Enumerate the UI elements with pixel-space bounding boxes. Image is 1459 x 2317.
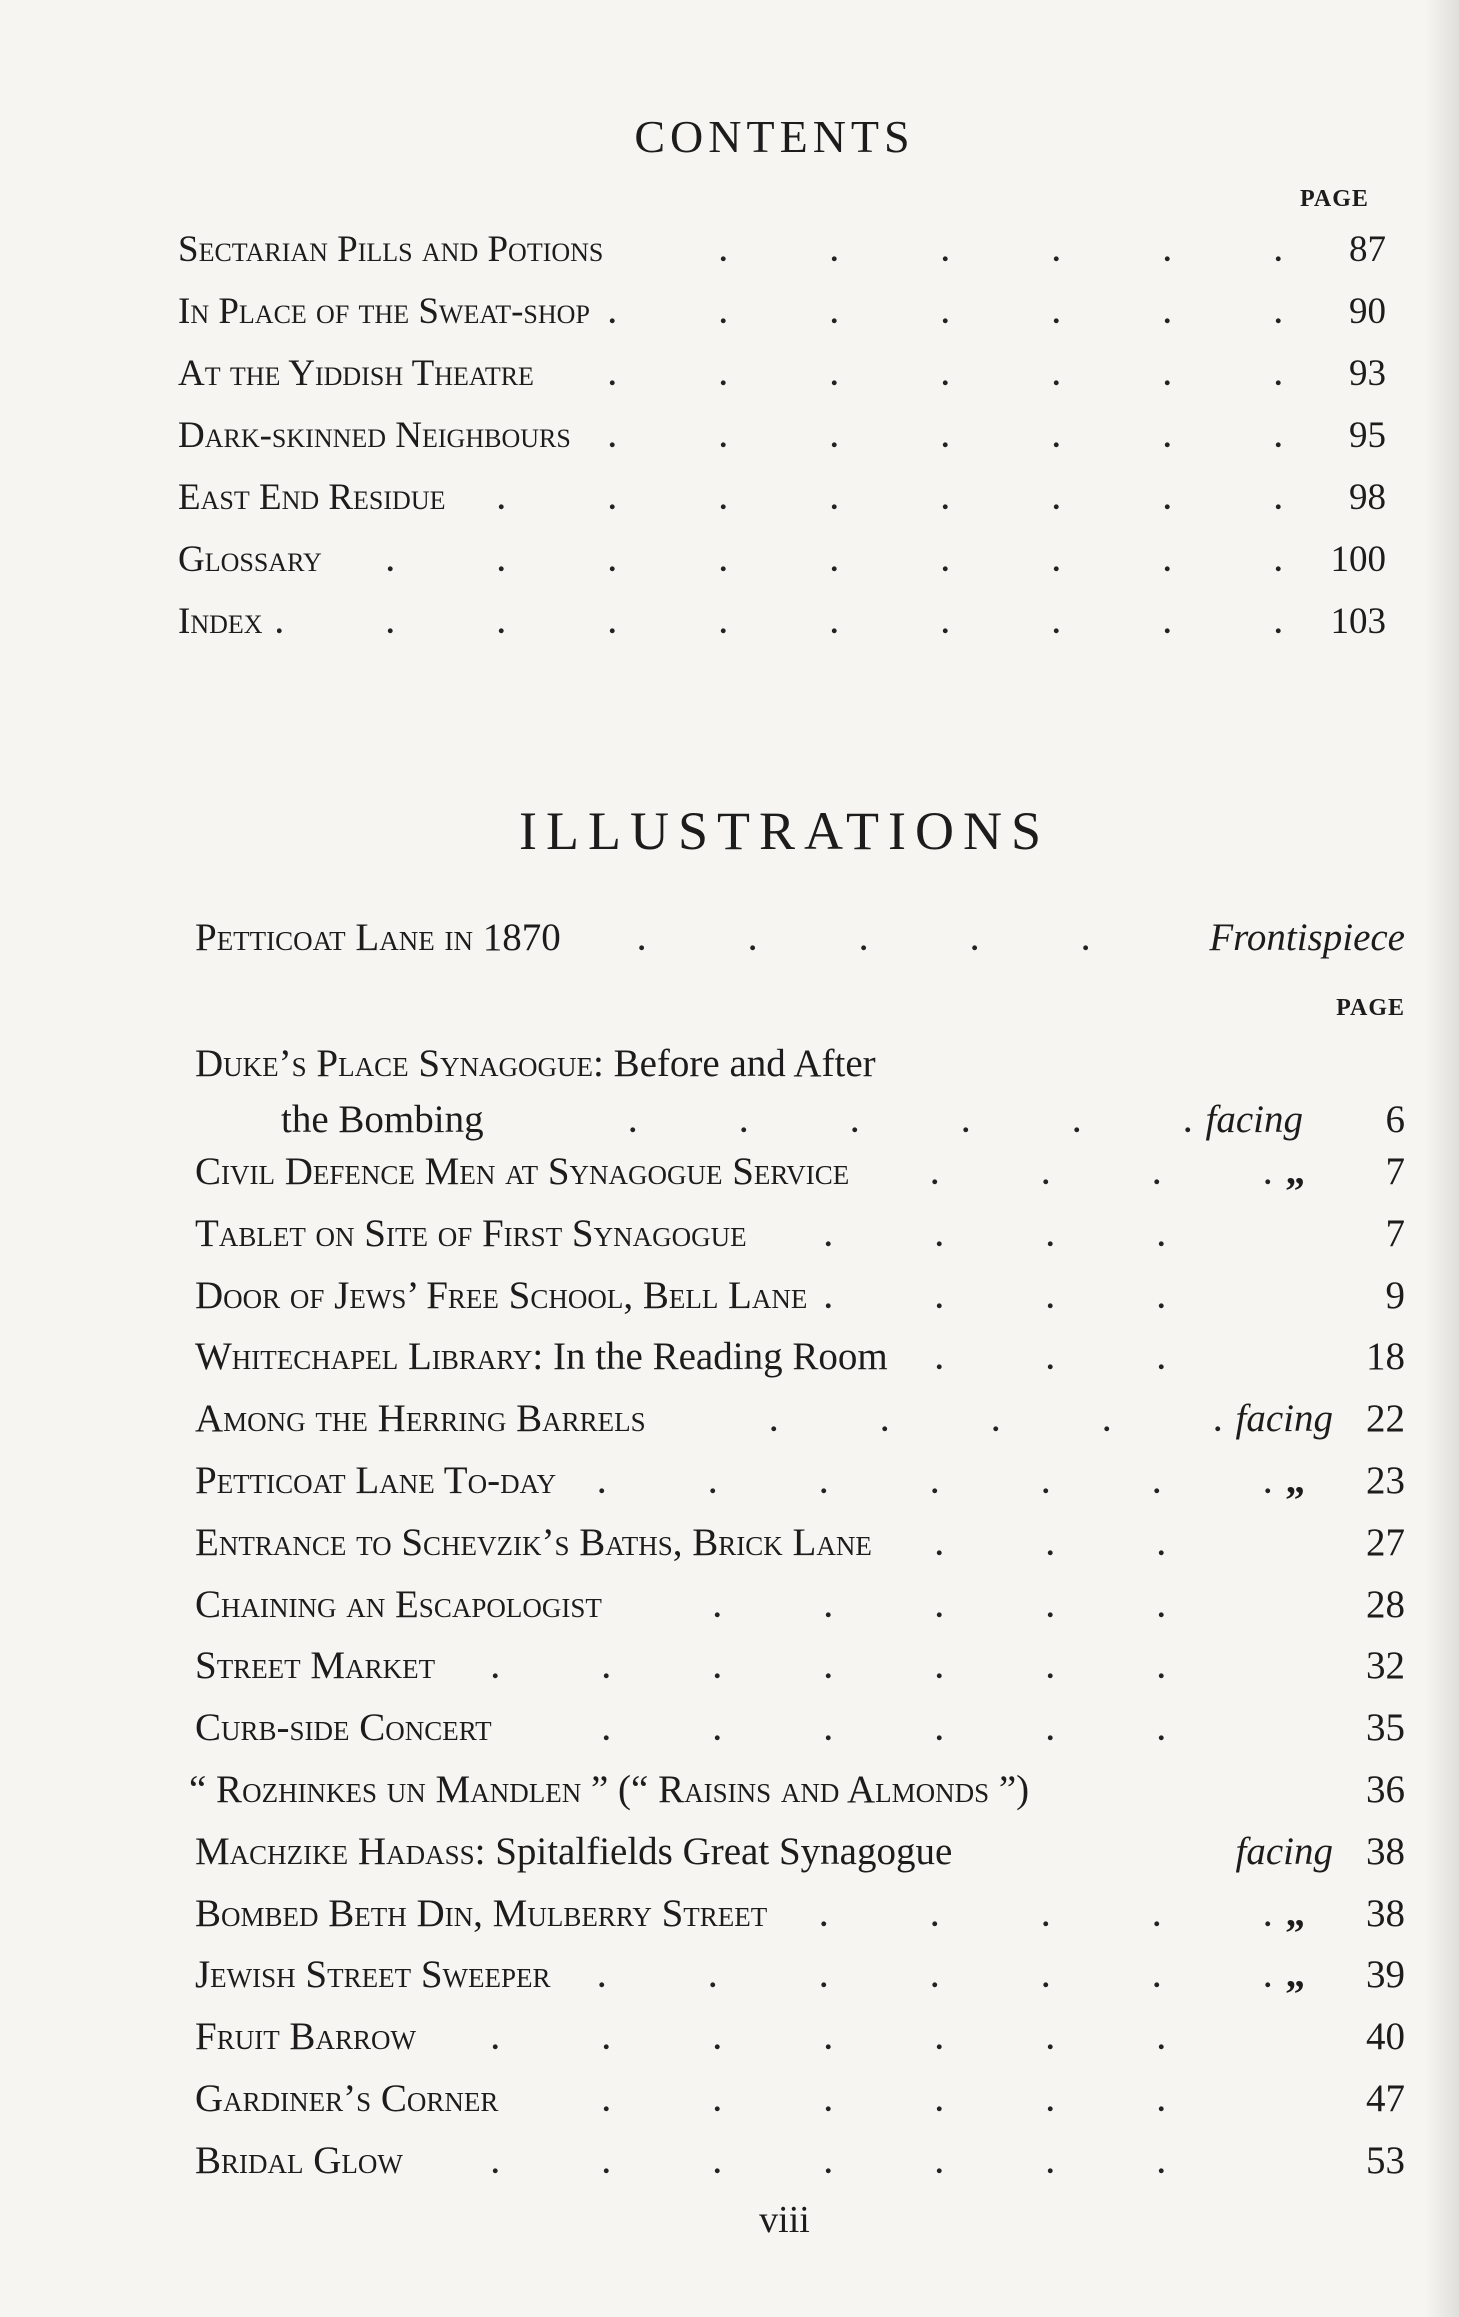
dot-leader bbox=[277, 607, 1282, 641]
entry-note: „ bbox=[1285, 1953, 1305, 1997]
entry-page: 87 bbox=[1349, 229, 1386, 270]
entry-page: 38 bbox=[1366, 1829, 1405, 1873]
entry-page: 95 bbox=[1349, 415, 1386, 456]
entry-title: Fruit Barrow bbox=[195, 2015, 416, 2059]
entry-title: Dark-skinned Neighbours bbox=[178, 415, 571, 456]
entry-title: Street Market bbox=[195, 1644, 436, 1688]
entry-title: Curb-side Concert bbox=[195, 1706, 492, 1750]
contents-page-label: PAGE bbox=[1300, 186, 1369, 212]
entry-page: 90 bbox=[1349, 291, 1386, 332]
entry-title: Bridal Glow bbox=[195, 2138, 403, 2182]
illustration-entry bbox=[195, 1211, 1405, 1273]
entry-title: Glossary bbox=[178, 539, 322, 580]
entry-page: 6 bbox=[1385, 1098, 1405, 1141]
entry-title: Door of Jews’ Free School, Bell Lane bbox=[195, 1273, 808, 1317]
dot-leader bbox=[585, 421, 1282, 455]
entry-page: 22 bbox=[1366, 1397, 1405, 1441]
illustrations-list bbox=[189, 915, 1405, 2200]
illustration-entry bbox=[195, 1582, 1405, 1644]
entry-title: “ Rozhinkes un Mandlen ” (“ Raisins and Almonds ”) bbox=[189, 1767, 1030, 1811]
dot-leader bbox=[575, 924, 1090, 958]
dot-leader bbox=[781, 1900, 1271, 1934]
contents-entry bbox=[178, 414, 1386, 476]
dot-leader bbox=[886, 1529, 1165, 1563]
illustration-entry bbox=[195, 1829, 1405, 1891]
entry-note: facing bbox=[1235, 1829, 1333, 1873]
entry-page: 38 bbox=[1366, 1891, 1405, 1935]
entry-title: Tablet on Site of First Synagogue bbox=[195, 1211, 747, 1255]
dot-leader bbox=[417, 2147, 1165, 2181]
illustration-entry bbox=[195, 1952, 1405, 2014]
frontispiece-entry bbox=[195, 915, 1405, 995]
entry-title: Chaining an Escapologist bbox=[195, 1582, 602, 1626]
illustration-entry bbox=[195, 1149, 1405, 1211]
entry-page: 18 bbox=[1366, 1335, 1405, 1379]
dot-leader bbox=[604, 297, 1282, 331]
entry-subtitle: : Before and After bbox=[593, 1042, 876, 1085]
entry-page: 98 bbox=[1349, 477, 1386, 518]
contents-entry bbox=[178, 228, 1386, 290]
illustration-entry bbox=[195, 1643, 1405, 1705]
entry-page: 32 bbox=[1366, 1644, 1405, 1688]
dot-leader bbox=[565, 1961, 1272, 1995]
dot-leader bbox=[863, 1158, 1271, 1192]
dot-leader bbox=[617, 235, 1282, 269]
entry-page: 47 bbox=[1366, 2076, 1405, 2120]
entry-page: 93 bbox=[1349, 353, 1386, 394]
entry-title: Sectarian Pills and Potions bbox=[178, 229, 604, 270]
illustration-entry bbox=[195, 1705, 1405, 1767]
entry-page: 103 bbox=[1330, 601, 1386, 642]
dot-leader bbox=[506, 1714, 1165, 1748]
dot-leader bbox=[548, 359, 1282, 393]
entry-page: 23 bbox=[1366, 1458, 1405, 1502]
entry-page: 28 bbox=[1366, 1582, 1405, 1626]
dot-leader bbox=[902, 1343, 1165, 1377]
illustration-entry bbox=[195, 1520, 1405, 1582]
contents-list bbox=[178, 228, 1386, 662]
entry-title: Among the Herring Barrels bbox=[195, 1397, 646, 1441]
illustration-entry bbox=[195, 1396, 1405, 1458]
illustration-entry bbox=[195, 1891, 1405, 1953]
contents-entry bbox=[178, 290, 1386, 352]
dot-leader bbox=[512, 2085, 1165, 2119]
entry-title: Gardiner’s Corner bbox=[195, 2076, 499, 2120]
entry-title: Index bbox=[178, 601, 263, 642]
entry-title: Machzike Hadass bbox=[195, 1829, 475, 1873]
illustration-entry bbox=[195, 1334, 1405, 1396]
entry-note: „ bbox=[1285, 1458, 1305, 1502]
entry-subtitle: : Spitalfields Great Synagogue bbox=[474, 1829, 953, 1873]
entry-title: Entrance to Schevzik’s Baths, Brick Lane bbox=[195, 1520, 872, 1564]
dot-leader bbox=[761, 1220, 1165, 1254]
entry-continuation: the Bombing bbox=[281, 1098, 484, 1141]
entry-page: 39 bbox=[1366, 1953, 1405, 1997]
entry-note: „ bbox=[1285, 1891, 1305, 1935]
entry-page: 35 bbox=[1366, 1706, 1405, 1750]
entry-title: East End Residue bbox=[178, 477, 446, 518]
illustrations-page-label: PAGE bbox=[1336, 995, 1405, 1021]
dot-leader bbox=[821, 1282, 1165, 1316]
entry-title: Petticoat Lane To-day bbox=[195, 1458, 557, 1502]
illustration-entry bbox=[195, 1458, 1405, 1520]
illustration-entry bbox=[195, 1041, 1405, 1149]
entry-note: „ bbox=[1285, 1150, 1305, 1193]
dot-leader bbox=[570, 1467, 1271, 1501]
contents-entry bbox=[178, 352, 1386, 414]
entry-title: Duke’s Place Synagogue bbox=[195, 1042, 594, 1085]
dot-leader bbox=[616, 1591, 1165, 1625]
contents-entry bbox=[178, 476, 1386, 538]
dot-leader bbox=[460, 483, 1283, 517]
entry-title: At the Yiddish Theatre bbox=[178, 353, 534, 394]
entry-subtitle: : In the Reading Room bbox=[532, 1335, 888, 1379]
dot-leader bbox=[766, 1405, 1222, 1439]
contents-entry bbox=[178, 538, 1386, 600]
entry-title: Bombed Beth Din, Mulberry Street bbox=[195, 1891, 768, 1935]
entry-page: 7 bbox=[1385, 1150, 1405, 1193]
frontispiece-note: Frontispiece bbox=[1209, 916, 1405, 959]
illustration-entry bbox=[189, 1767, 1405, 1829]
entry-title: Petticoat Lane in 1870 bbox=[195, 916, 561, 959]
entry-page: 36 bbox=[1366, 1767, 1405, 1811]
entry-note: facing bbox=[1205, 1098, 1303, 1141]
dot-leader bbox=[430, 2023, 1165, 2057]
illustration-entry bbox=[195, 2076, 1405, 2138]
illustration-entry bbox=[195, 1273, 1405, 1335]
page-label-row bbox=[195, 995, 1405, 1041]
entry-page: 7 bbox=[1385, 1211, 1405, 1255]
entry-title: In Place of the Sweat-shop bbox=[178, 291, 590, 332]
entry-page: 100 bbox=[1330, 539, 1386, 580]
illustration-entry bbox=[195, 2138, 1405, 2200]
page-number: viii bbox=[759, 2199, 810, 2241]
contents-entry bbox=[178, 600, 1386, 662]
contents-heading: CONTENTS bbox=[634, 111, 915, 162]
entry-title: Whitechapel Library bbox=[195, 1335, 533, 1379]
dot-leader bbox=[449, 1652, 1165, 1686]
dot-leader bbox=[336, 545, 1282, 579]
entry-page: 9 bbox=[1385, 1273, 1405, 1317]
entry-title: Jewish Street Sweeper bbox=[195, 1953, 551, 1997]
dot-leader bbox=[539, 1106, 1192, 1140]
entry-note: facing bbox=[1235, 1397, 1333, 1441]
illustration-entry bbox=[195, 2014, 1405, 2076]
page-edge-shadow bbox=[1425, 0, 1459, 2317]
entry-page: 53 bbox=[1366, 2138, 1405, 2182]
entry-title: Civil Defence Men at Synagogue Service bbox=[195, 1150, 850, 1193]
illustrations-heading: ILLUSTRATIONS bbox=[519, 801, 1050, 861]
entry-page: 40 bbox=[1366, 2015, 1405, 2059]
entry-page: 27 bbox=[1366, 1520, 1405, 1564]
